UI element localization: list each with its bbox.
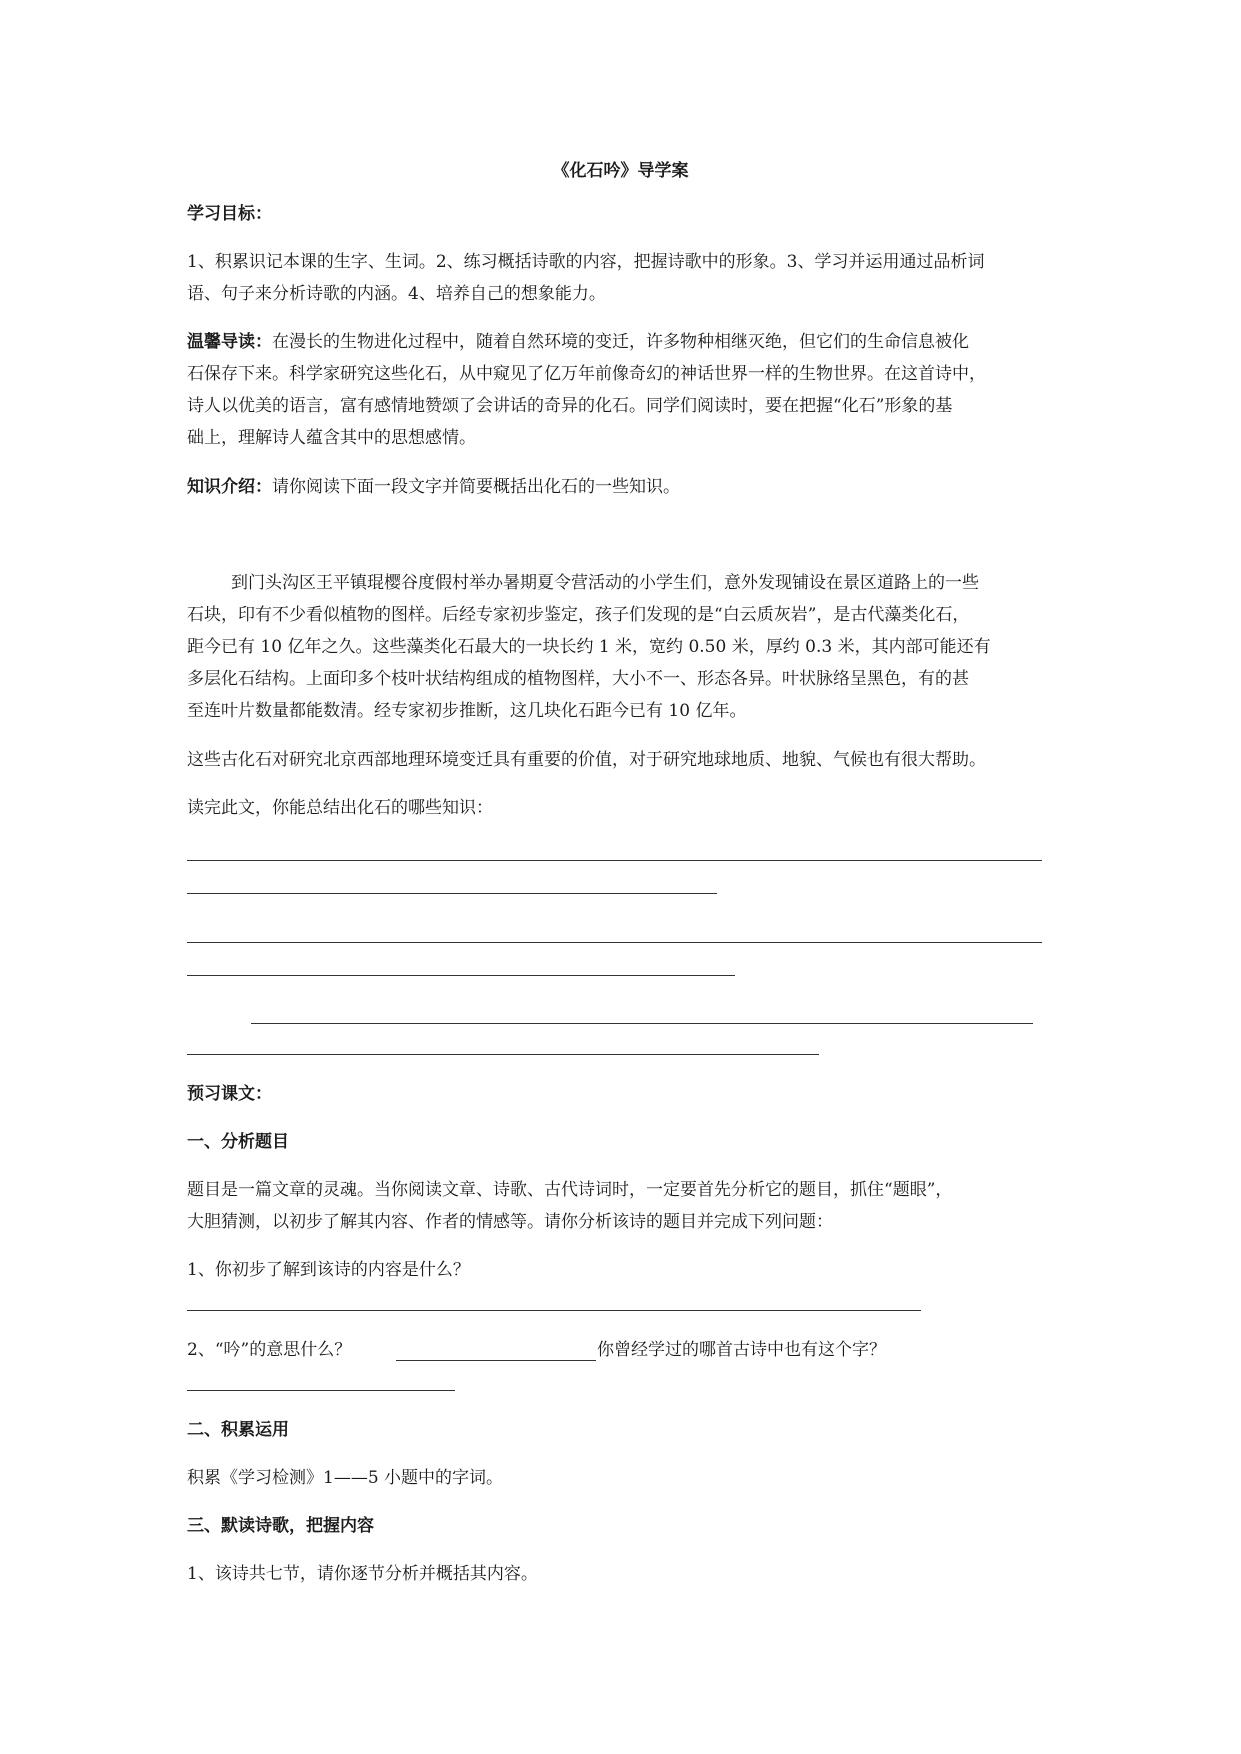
answer-line[interactable] xyxy=(187,942,1042,943)
passage-line-1: 到门头沟区王平镇琨樱谷度假村举办暑期夏令营活动的小学生们，意外发现铺设在景区道路上的一些 xyxy=(231,573,979,593)
section1-line-1: 题目是一篇文章的灵魂。当你阅读文章、诗歌、古代诗词时，一定要首先分析它的题目，抓住“题眼”， xyxy=(187,1180,953,1200)
answer-line[interactable] xyxy=(187,893,717,894)
intro-line-1 xyxy=(187,332,969,352)
section1-heading: 一、分析题目 xyxy=(187,1132,289,1152)
passage-line-6: 这些古化石对研究北京西部地理环境变迁具有重要的价值，对于研究地球地质、地貌、气候也有很大帮助。 xyxy=(187,750,986,770)
section3-question-1: 1、该诗共七节，请你逐节分析并概括其内容。 xyxy=(187,1564,538,1584)
intro-label: 温馨导读： xyxy=(187,332,272,352)
intro-text-1: 在漫长的生物进化过程中，随着自然环境的变迁，许多物种相继灭绝，但它们的生命信息被化 xyxy=(272,332,969,352)
goals-line-2: 语、句子来分析诗歌的内涵。4、培养自己的想象能力。 xyxy=(187,284,606,304)
question-2-part-a: 2、“吟”的意思什么？ xyxy=(187,1340,352,1360)
preview-heading: 预习课文： xyxy=(187,1084,272,1104)
answer-line[interactable] xyxy=(187,975,735,976)
knowledge-text: 请你阅读下面一段文字并简要概括出化石的一些知识。 xyxy=(272,477,680,497)
answer-line[interactable] xyxy=(251,1023,1033,1024)
passage-line-5: 至连叶片数量都能数清。经专家初步推断，这几块化石距今已有 10 亿年。 xyxy=(187,701,747,721)
goals-heading: 学习目标： xyxy=(187,204,272,224)
passage-line-2: 石块，印有不少看似植物的图样。后经专家初步鉴定，孩子们发现的是“白云质灰岩”，是古代藻类化石， xyxy=(187,605,970,625)
knowledge-line xyxy=(187,477,680,497)
section3-heading: 三、默读诗歌，把握内容 xyxy=(187,1516,374,1536)
blank-line[interactable] xyxy=(396,1360,596,1361)
section2-heading: 二、积累运用 xyxy=(187,1420,289,1440)
knowledge-label: 知识介绍： xyxy=(187,477,272,497)
question-1: 1、你初步了解到该诗的内容是什么？ xyxy=(187,1260,470,1280)
intro-line-3: 诗人以优美的语言，富有感情地赞颂了会讲话的奇异的化石。同学们阅读时，要在把握“化石”形象的基 xyxy=(187,396,953,416)
intro-line-2: 石保存下来。科学家研究这些化石，从中窥见了亿万年前像奇幻的神话世界一样的生物世界。在这首诗中， xyxy=(187,364,986,384)
passage-line-4: 多层化石结构。上面印多个枝叶状结构组成的植物图样，大小不一、形态各异。叶状脉络呈黑色，有的甚 xyxy=(187,669,969,689)
document-title: 《化石吟》导学案 xyxy=(552,161,689,181)
answer-line[interactable] xyxy=(187,1054,819,1055)
answer-line[interactable] xyxy=(187,860,1042,861)
section2-text: 积累《学习检测》1——5 小题中的字词。 xyxy=(187,1468,504,1488)
passage-line-3: 距今已有 10 亿年之久。这些藻类化石最大的一块长约 1 米，宽约 0.50 米，厚约 0.3 米，其内部可能还有 xyxy=(187,637,991,657)
intro-line-4: 础上，理解诗人蕴含其中的思想感情。 xyxy=(187,428,476,448)
section1-line-2: 大胆猜测，以初步了解其内容、作者的情感等。请你分析该诗的题目并完成下列问题： xyxy=(187,1212,833,1232)
answer-line[interactable] xyxy=(187,1310,921,1311)
answer-line[interactable] xyxy=(187,1390,455,1391)
goals-line-1: 1、积累识记本课的生字、生词。2、练习概括诗歌的内容，把握诗歌中的形象。3、学习并运用通过品析词 xyxy=(187,252,985,272)
question-2-part-b: 你曾经学过的哪首古诗中也有这个字？ xyxy=(597,1340,886,1360)
summary-prompt: 读完此文，你能总结出化石的哪些知识： xyxy=(187,798,493,818)
